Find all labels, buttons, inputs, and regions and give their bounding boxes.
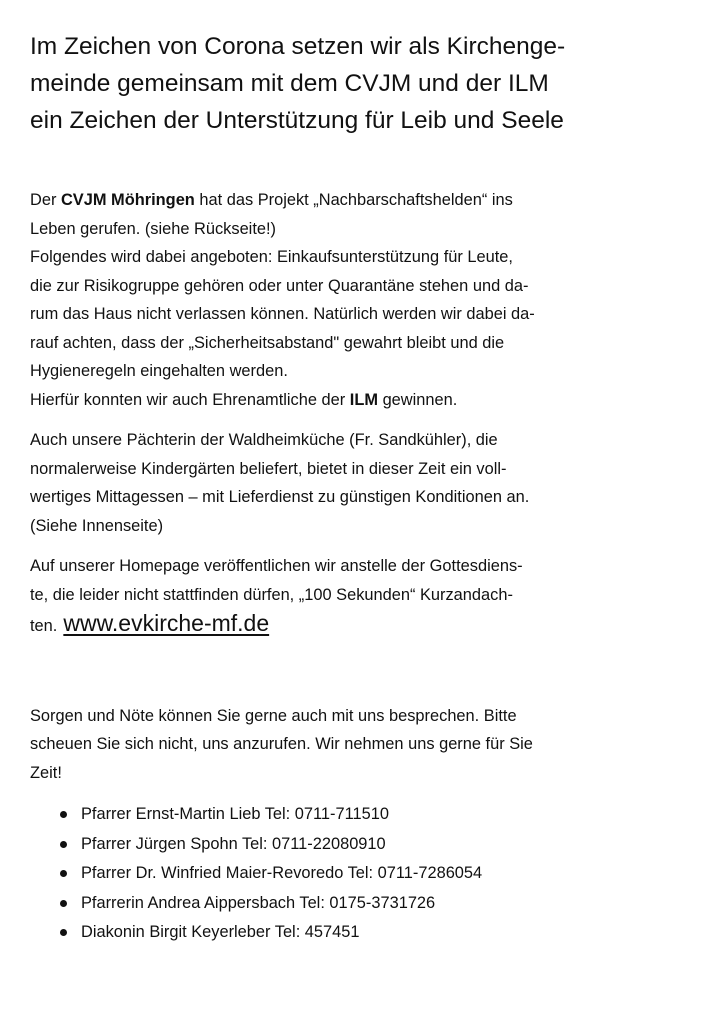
list-item: Diakonin Birgit Keyerleber Tel: 457451 — [60, 918, 686, 948]
page-title — [30, 28, 686, 139]
text-line: die zur Risikogruppe gehören oder unter Quarantäne stehen und da- — [30, 276, 529, 295]
homepage-link[interactable]: www.evkirche-mf.de — [63, 610, 270, 636]
text-line: Folgendes wird dabei angeboten: Einkaufsunterstützung für Leute, — [30, 248, 513, 266]
list-item: Pfarrer Jürgen Spohn Tel: 0711-22080910 — [60, 830, 686, 860]
text-line: normalerweise Kindergärten beliefert, bietet in dieser Zeit ein voll- — [30, 459, 507, 478]
paragraph-homepage — [30, 552, 686, 641]
flyer-page — [30, 28, 686, 948]
bullet-icon — [60, 929, 67, 936]
text-line: Leben gerufen. (siehe Rückseite!) — [30, 219, 277, 238]
bullet-icon — [60, 841, 67, 848]
text-line: wertiges Mittagessen – mit Lieferdienst zu günstigen Konditionen an. — [30, 488, 530, 506]
title-line: Im Zeichen von Corona setzen wir als Kirchenge- — [30, 33, 566, 60]
paragraph-contact-invite — [30, 702, 686, 788]
paragraph-lunch-service — [30, 426, 686, 540]
text-line: rauf achten, dass der „Sicherheitsabstand" gewahrt bleibt und die — [30, 333, 505, 352]
title-line: ein Zeichen der Unterstützung für Leib und Seele — [30, 107, 564, 134]
text-line: Hygieneregeln eingehalten werden. — [30, 362, 288, 380]
ilm-name: ILM — [349, 390, 379, 409]
text-line: Auf unserer Homepage veröffentlichen wir anstelle der Gottesdiens- — [30, 557, 523, 575]
contact-list — [30, 800, 686, 948]
text-line: ten. www.evkirche-mf.de — [30, 610, 270, 636]
text-line: rum das Haus nicht verlassen können. Natürlich werden wir dabei da- — [30, 305, 535, 323]
text-line: scheuen Sie sich nicht, uns anzurufen. Wir nehmen uns gerne für Sie — [30, 735, 533, 753]
text-line: Sorgen und Nöte können Sie gerne auch mit uns besprechen. Bitte — [30, 706, 517, 725]
bullet-icon — [60, 870, 67, 877]
text-line: (Siehe Innenseite) — [30, 516, 164, 535]
list-item: Pfarrer Dr. Winfried Maier-Revoredo Tel: 0711-7286054 — [60, 859, 686, 889]
list-item: Pfarrer Ernst-Martin Lieb Tel: 0711-711510 — [60, 800, 686, 830]
list-item: Pfarrerin Andrea Aippersbach Tel: 0175-3731726 — [60, 889, 686, 919]
bullet-icon — [60, 900, 67, 907]
text-line: Hierfür konnten wir auch Ehrenamtliche der ILM gewinnen. — [30, 390, 458, 409]
text-line: Der CVJM Möhringen hat das Projekt „Nachbarschaftshelden“ ins — [30, 191, 513, 209]
text-line: Auch unsere Pächterin der Waldheimküche (Fr. Sandkühler), die — [30, 431, 498, 449]
title-line: meinde gemeinsam mit dem CVJM und der ILM — [30, 70, 549, 97]
text-line: te, die leider nicht stattfinden dürfen, „100 Sekunden“ Kurzandach- — [30, 585, 513, 604]
bullet-icon — [60, 811, 67, 818]
paragraph-cvjm-project — [30, 186, 686, 414]
text-line: Zeit! — [30, 763, 62, 782]
cvjm-name: CVJM Möhringen — [60, 191, 195, 209]
